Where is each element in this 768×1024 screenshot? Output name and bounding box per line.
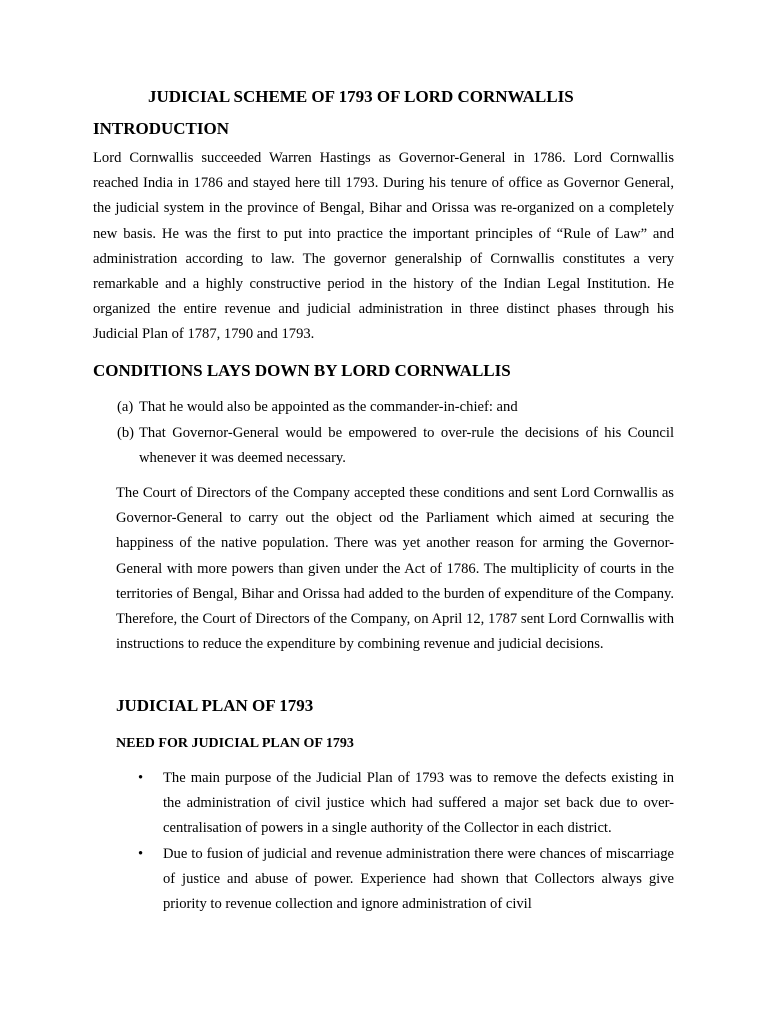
conditions-heading: CONDITIONS LAYS DOWN BY LORD CORNWALLIS: [93, 361, 511, 380]
condition-item-b: [117, 421, 674, 471]
need-for-plan-subheading: NEED FOR JUDICIAL PLAN OF 1793: [116, 736, 354, 751]
bullet-icon: •: [138, 770, 144, 786]
condition-marker-b: (b): [117, 425, 135, 441]
judicial-plan-heading: JUDICIAL PLAN OF 1793: [116, 696, 314, 715]
bullet-icon: •: [138, 846, 144, 862]
condition-text-b: That Governor-General would be empowered to over-rule the decisions of his Council whenever it was deemed necessary.: [139, 425, 674, 467]
condition-item-a: [117, 395, 674, 420]
introduction-paragraph: Lord Cornwallis succeeded Warren Hastings as Governor-General in 1786. Lord Cornwallis reached India in 1786 and stayed here till 1793. During his tenure of office as Governor General, the judicial system in the province of Bengal, Bihar and Orissa was re-organized on a completely new basis. He was the first to put into practice the important principles of “Rule of Law” and administration according to law. The governor generalship of Cornwallis constitutes a very remarkable and a highly constructive period in the history of the Indian Legal Institution. He organized the entire revenue and judicial administration in three distinct phases through his Judicial Plan of 1787, 1790 and 1793.: [93, 150, 674, 343]
bullet-text-1: The main purpose of the Judicial Plan of 1793 was to remove the defects existing in the administration of civil justice which had suffered a major set back due to over-centralisation of powers in a single authority of the Collector in each district.: [163, 770, 674, 837]
conditions-paragraph: The Court of Directors of the Company accepted these conditions and sent Lord Cornwallis as Governor-General to carry out the object od the Parliament which aimed at securing the happiness of the native population. There was yet another reason for arming the Governor-General with more powers than given under the Act of 1786. The multiplicity of courts in the territories of Bengal, Bihar and Orissa had added to the burden of expenditure of the Company. Therefore, the Court of Directors of the Company, on April 12, 1787 sent Lord Cornwallis with instructions to reduce the expenditure by combining revenue and judicial decisions.: [116, 485, 674, 653]
introduction-heading: INTRODUCTION: [93, 119, 230, 138]
bullet-text-2: Due to fusion of judicial and revenue administration there were chances of miscarriage of justice and abuse of power. Experience had shown that Collectors always give priority to revenue collection and ignore administration of civil: [163, 846, 674, 913]
document-title: JUDICIAL SCHEME OF 1793 OF LORD CORNWALLIS: [148, 87, 574, 106]
condition-text-a: That he would also be appointed as the commander-in-chief: and: [139, 399, 518, 415]
condition-marker-a: (a): [117, 399, 134, 415]
bullet-item-2: [138, 842, 674, 918]
bullet-item-1: [138, 766, 674, 842]
